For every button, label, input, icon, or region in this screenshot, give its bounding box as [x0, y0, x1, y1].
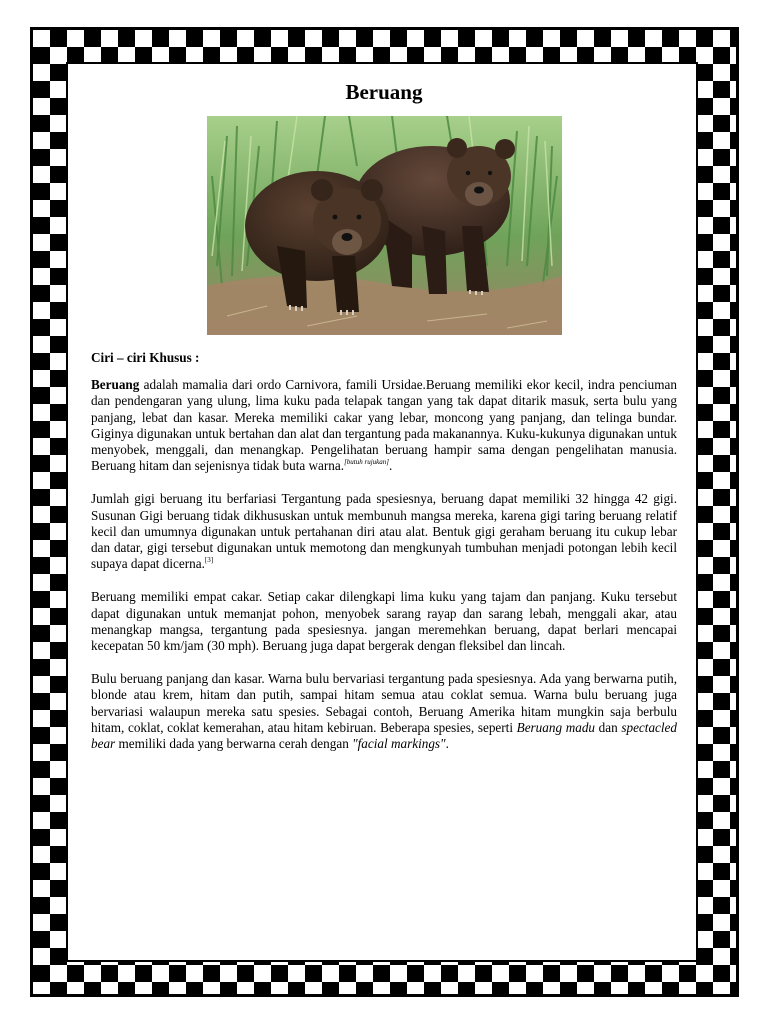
document-title: Beruang	[345, 80, 423, 104]
paragraph-2-text: Jumlah gigi beruang itu berfariasi Tergantung pada spesiesnya, beruang dapat memiliki 32 hingga 42 gigi. Susunan Gigi beruang tidak dikhususkan untuk membunuh mangsa mereka, karena gigi taring beruang relatif kecil dan umumnya digunakan untuk pertahanan diri atau alat. Bentuk gigi geraham beruang itu cukup lebar dan datar, gigi tersebut digunakan untuk memotong dan mengkunyah tumbuhan menjadi potongan lebih kecil supaya dapat dicerna.	[91, 491, 677, 572]
citation-needed-sup[interactable]: [butuh rujukan]	[344, 458, 389, 467]
paragraph-4-text-a: Bulu beruang panjang dan kasar. Warna bulu bervariasi tergantung pada spesiesnya. Ada yang berwarna putih, blonde atau krem, hitam dan putih, sampai hitam semua atau coklat semua. Warna bulu beruang juga bervariasi walaupun mereka satu spesies. Sebagai contoh, Beruang Amerika hitam mungkin saja berbulu hitam, coklat, coklat kemerahan, atau hitam kebiruan. Beberapa spesies, seperti	[91, 671, 677, 735]
paragraph-4-text-b: dan	[595, 719, 622, 735]
reference-sup-3[interactable]: [3]	[204, 556, 214, 565]
paragraph-3-text: Beruang memiliki empat cakar. Setiap cakar dilengkapi lima kuku yang tajam dan panjang. Kuku tersebut dapat digunakan untuk memanjat pohon, menyobek sarang rayap dan sarang lebah, menggali akar, atau menangkap mangsa, tergantung pada spesiesnya. jangan meremehkan beruang, dapat berlari mencapai kecepatan 50 km/jam (30 mph). Beruang juga dapat bergerak dengan fleksibel dan lincah.	[91, 589, 677, 654]
paragraph-1-lead: Beruang	[91, 377, 140, 393]
paragraph-3	[91, 589, 677, 654]
paragraph-2	[91, 491, 677, 572]
paragraph-4-em-1: Beruang madu	[516, 719, 596, 735]
bear-photo	[207, 116, 562, 335]
section-heading: Ciri – ciri Khusus :	[91, 350, 200, 365]
paragraph-1-text: adalah mamalia dari ordo Carnivora, famili Ursidae.Beruang memiliki ekor kecil, indra penciuman dan pendengaran yang ulung, lima kuku pada telapak tangan yang tak dapat ditarik masuk, serta bulu yang panjang, lebat dan kasar. Mereka memiliki cakar yang lebar, moncong yang panjang, dan telinga bundar. Giginya digunakan untuk bertahan dan alat dan tergantung pada makanannya. Kuku-kukunya digunakan untuk menyobek, menggali, dan menangkap. Pengelihatan beruang hampir sama dengan pengelihatan manusia. Beruang hitam dan sejenisnya tidak buta warna.	[91, 377, 677, 474]
paragraph-4-text-c: memiliki dada yang berwarna cerah dengan	[115, 736, 353, 752]
paragraph-4-text-d: .	[445, 736, 449, 752]
two-brown-bears-image	[207, 116, 562, 335]
paragraph-4-em-3: "facial markings"	[352, 736, 446, 752]
document-body	[91, 78, 677, 769]
paragraph-4	[91, 671, 677, 752]
paragraph-4-em-2: spectacled bear	[91, 719, 677, 752]
paragraph-1-tail: .	[388, 458, 393, 474]
paragraph-1	[91, 377, 677, 474]
